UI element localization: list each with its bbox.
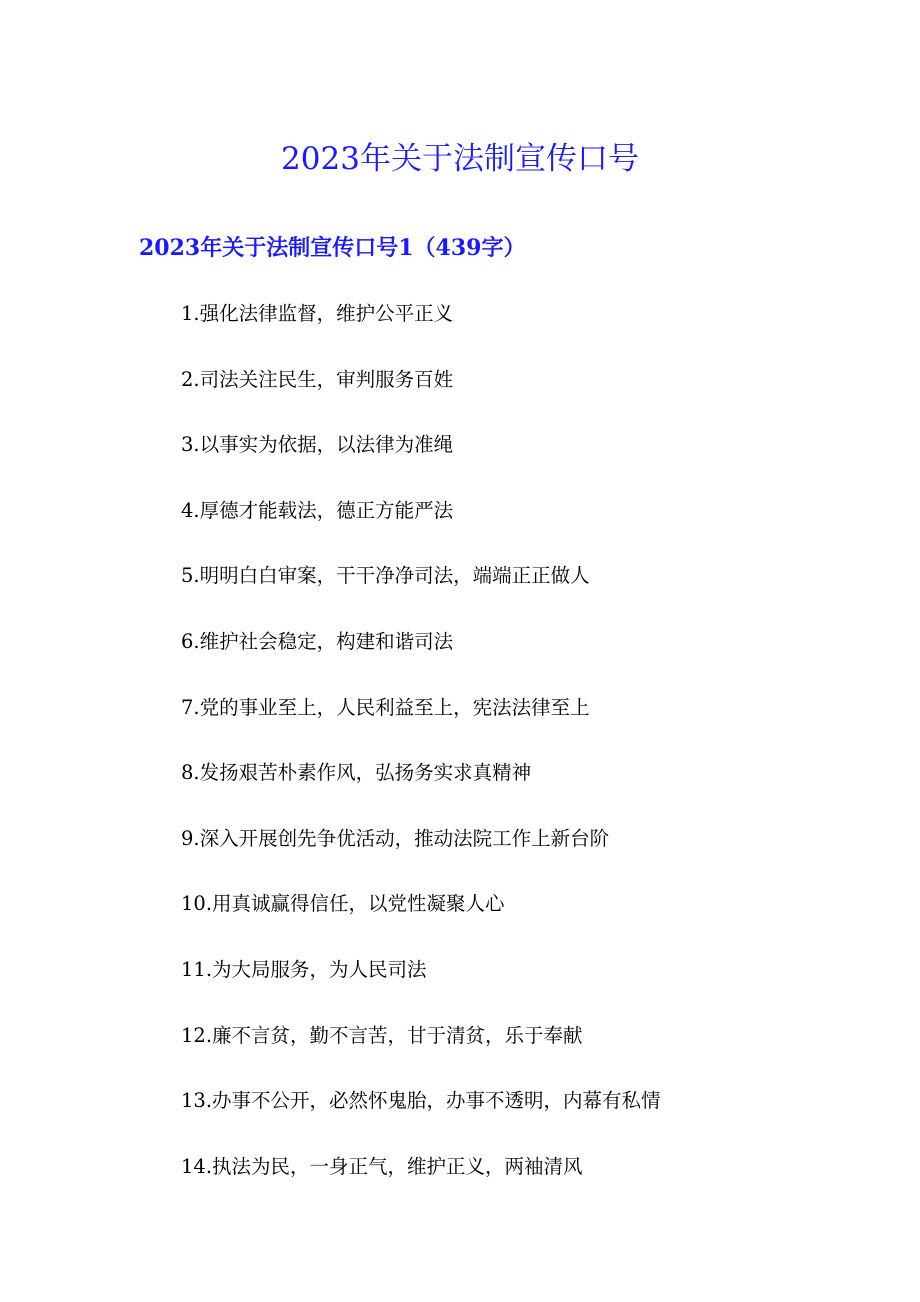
list-item: 2.司法关注民生，审判服务百姓 [181, 367, 454, 391]
list-item: 12.廉不言贫，勤不言苦，甘于清贫，乐于奉献 [181, 1023, 583, 1047]
list-item: 4.厚德才能载法，德正方能严法 [181, 498, 454, 522]
list-item: 7.党的事业至上，人民利益至上，宪法法律至上 [181, 695, 590, 719]
section-heading: 2023年关于法制宣传口号1（439字） [139, 235, 526, 261]
list-item: 11.为大局服务，为人民司法 [181, 957, 427, 981]
list-item: 6.维护社会稳定，构建和谐司法 [181, 629, 454, 653]
list-item: 10.用真诚赢得信任，以党性凝聚人心 [181, 892, 505, 916]
list-item: 1.强化法律监督，维护公平正义 [181, 302, 454, 325]
slogan-list [181, 296, 661, 1214]
list-item: 14.执法为民，一身正气，维护正义，两袖清风 [181, 1154, 583, 1178]
list-item: 8.发扬艰苦朴素作风，弘扬务实求真精神 [181, 761, 532, 785]
list-item: 3.以事实为依据，以法律为准绳 [181, 433, 454, 457]
page-title: 2023年关于法制宣传口号 [281, 141, 639, 177]
list-item: 13.办事不公开，必然怀鬼胎，办事不透明，内幕有私情 [181, 1089, 661, 1113]
list-item: 9.深入开展创先争优活动，推动法院工作上新台阶 [181, 826, 610, 850]
list-item: 5.明明白白审案，干干净净司法，端端正正做人 [181, 564, 590, 588]
